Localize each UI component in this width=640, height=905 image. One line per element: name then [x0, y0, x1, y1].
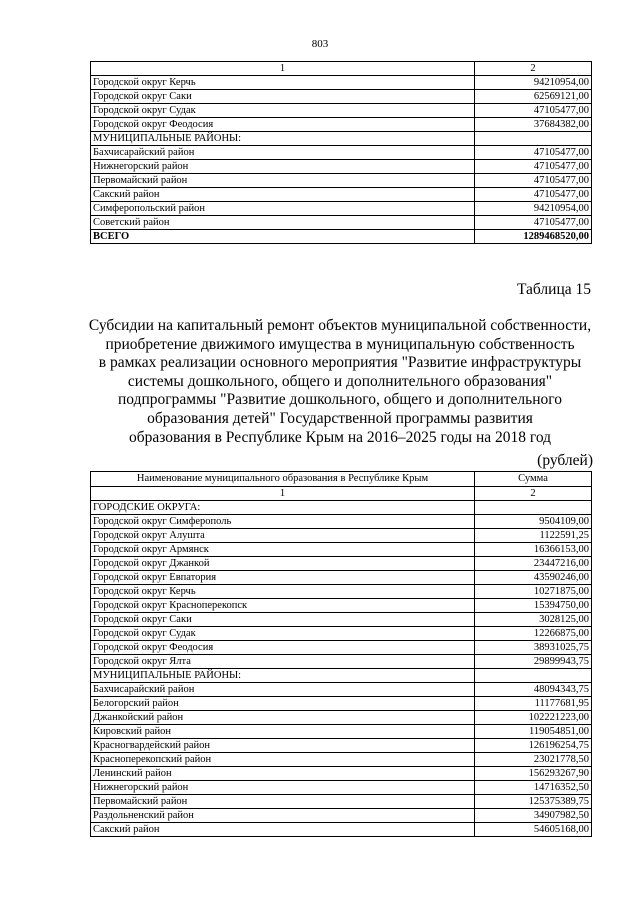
sum-value: 15394750,00: [475, 599, 592, 613]
table-body: [91, 472, 592, 837]
table-row: [91, 76, 592, 90]
sum-value: [475, 501, 592, 515]
municipality-name: Ленинский район: [91, 767, 475, 781]
sum-value: [475, 669, 592, 683]
municipality-name: Симферопольский район: [91, 202, 475, 216]
total-sum: 1289468520,00: [475, 230, 592, 244]
units-label: (рублей): [537, 452, 593, 469]
municipality-name: Городской округ Саки: [91, 90, 475, 104]
sum-value: 47105477,00: [475, 216, 592, 230]
table-row: [91, 188, 592, 202]
section-label: МУНИЦИПАЛЬНЫЕ РАЙОНЫ:: [91, 132, 475, 146]
sum-value: 126196254,75: [475, 739, 592, 753]
sum-value: 94210954,00: [475, 76, 592, 90]
sum-value: 43590246,00: [475, 571, 592, 585]
sum-value: 125375389,75: [475, 795, 592, 809]
table-row: [91, 697, 592, 711]
table-row: [91, 711, 592, 725]
table-row: [91, 725, 592, 739]
table-body: [91, 62, 592, 244]
table-row: [91, 571, 592, 585]
municipality-name: Городской округ Саки: [91, 613, 475, 627]
table-row: [91, 118, 592, 132]
sum-value: 47105477,00: [475, 174, 592, 188]
column-number-1: 1: [91, 487, 475, 501]
table-row: [91, 557, 592, 571]
table-row: [91, 641, 592, 655]
sum-value: 47105477,00: [475, 104, 592, 118]
municipality-name: Кировский район: [91, 725, 475, 739]
sum-value: 16366153,00: [475, 543, 592, 557]
table-row: [91, 627, 592, 641]
table-row: [91, 739, 592, 753]
municipality-name: Городской округ Керчь: [91, 585, 475, 599]
sum-value: 47105477,00: [475, 188, 592, 202]
sum-value: 1122591,25: [475, 529, 592, 543]
table-14-continuation: [90, 61, 592, 244]
table-row: [91, 823, 592, 837]
sum-value: 3028125,00: [475, 613, 592, 627]
column-numbers-row: [91, 62, 592, 76]
municipality-name: Городской округ Красноперекопск: [91, 599, 475, 613]
municipality-name: Городской округ Джанкой: [91, 557, 475, 571]
municipality-name: Сакский район: [91, 188, 475, 202]
sum-value: 23021778,50: [475, 753, 592, 767]
column-number-2: 2: [475, 487, 592, 501]
table-row: [91, 543, 592, 557]
table-row: [91, 613, 592, 627]
table-row: [91, 529, 592, 543]
municipality-name: Городской округ Феодосия: [91, 118, 475, 132]
column-number-2: 2: [475, 62, 592, 76]
sum-value: 54605168,00: [475, 823, 592, 837]
section-label: ГОРОДСКИЕ ОКРУГА:: [91, 501, 475, 515]
sum-value: 37684382,00: [475, 118, 592, 132]
sum-value: 48094343,75: [475, 683, 592, 697]
sum-value: 14716352,50: [475, 781, 592, 795]
page-number: 803: [311, 38, 329, 50]
table-row: [91, 599, 592, 613]
municipality-name: Белогорский район: [91, 697, 475, 711]
municipality-name: Городской округ Симферополь: [91, 515, 475, 529]
municipality-name: Первомайский район: [91, 174, 475, 188]
table-row: [91, 767, 592, 781]
municipality-name: Красногвардейский район: [91, 739, 475, 753]
table-row: [91, 683, 592, 697]
municipality-name: Джанкойский район: [91, 711, 475, 725]
table-15: [90, 471, 592, 837]
table-row: [91, 515, 592, 529]
sum-value: 23447216,00: [475, 557, 592, 571]
table-row: [91, 90, 592, 104]
section-row: [91, 132, 592, 146]
total-label: ВСЕГО: [91, 230, 475, 244]
municipality-name: Нижнегорский район: [91, 160, 475, 174]
total-row: [91, 230, 592, 244]
table-row: [91, 104, 592, 118]
header-row: [91, 472, 592, 487]
sum-value: 9504109,00: [475, 515, 592, 529]
municipality-name: Нижнегорский район: [91, 781, 475, 795]
section-row: [91, 669, 592, 683]
column-numbers-row: [91, 487, 592, 501]
sum-value: 119054851,00: [475, 725, 592, 739]
sum-value: 11177681,95: [475, 697, 592, 711]
municipality-name: Городской округ Ялта: [91, 655, 475, 669]
municipality-name: Городской округ Евпатория: [91, 571, 475, 585]
sum-value: 102221223,00: [475, 711, 592, 725]
municipality-name: Городской округ Алушта: [91, 529, 475, 543]
section-label: МУНИЦИПАЛЬНЫЕ РАЙОНЫ:: [91, 669, 475, 683]
sum-value: 94210954,00: [475, 202, 592, 216]
table-row: [91, 216, 592, 230]
sum-value: 38931025,75: [475, 641, 592, 655]
table-row: [91, 655, 592, 669]
municipality-name: Советский район: [91, 216, 475, 230]
table-row: [91, 585, 592, 599]
table-row: [91, 146, 592, 160]
table-row: [91, 795, 592, 809]
table-row: [91, 809, 592, 823]
sum-value: 34907982,50: [475, 809, 592, 823]
header-sum: Сумма: [475, 472, 592, 487]
municipality-name: Первомайский район: [91, 795, 475, 809]
table-title: Субсидии на капитальный ремонт объектов муниципальной собственности, приобретение движимого имущества в муниципальную собственность в рамках реализации основного мероприятия "Развитие инфраструктуры системы дошкольного, общего и дополнительного образования" подпрограммы "Развитие дошкольного, общего и дополнительного образования детей" Государственной программы развития образования в Республике Крым на 2016–2025 годы на 2018 год: [88, 317, 592, 446]
sum-value: 156293267,90: [475, 767, 592, 781]
table-row: [91, 781, 592, 795]
table-row: [91, 753, 592, 767]
sum-value: 29899943,75: [475, 655, 592, 669]
municipality-name: Городской округ Феодосия: [91, 641, 475, 655]
municipality-name: Бахчисарайский район: [91, 683, 475, 697]
municipality-name: Городской округ Армянск: [91, 543, 475, 557]
municipality-name: Городской округ Керчь: [91, 76, 475, 90]
table-row: [91, 160, 592, 174]
sum-value: 47105477,00: [475, 160, 592, 174]
table-row: [91, 202, 592, 216]
header-name: Наименование муниципального образования в Республике Крым: [91, 472, 475, 487]
municipality-name: Городской округ Судак: [91, 104, 475, 118]
column-number-1: 1: [91, 62, 475, 76]
sum-value: [475, 132, 592, 146]
municipality-name: Красноперекопский район: [91, 753, 475, 767]
municipality-name: Раздольненский район: [91, 809, 475, 823]
sum-value: 10271875,00: [475, 585, 592, 599]
municipality-name: Городской округ Судак: [91, 627, 475, 641]
municipality-name: Бахчисарайский район: [91, 146, 475, 160]
sum-value: 47105477,00: [475, 146, 592, 160]
sum-value: 62569121,00: [475, 90, 592, 104]
municipality-name: Сакский район: [91, 823, 475, 837]
sum-value: 12266875,00: [475, 627, 592, 641]
table-row: [91, 174, 592, 188]
section-row: [91, 501, 592, 515]
table-number: Таблица 15: [516, 281, 591, 298]
